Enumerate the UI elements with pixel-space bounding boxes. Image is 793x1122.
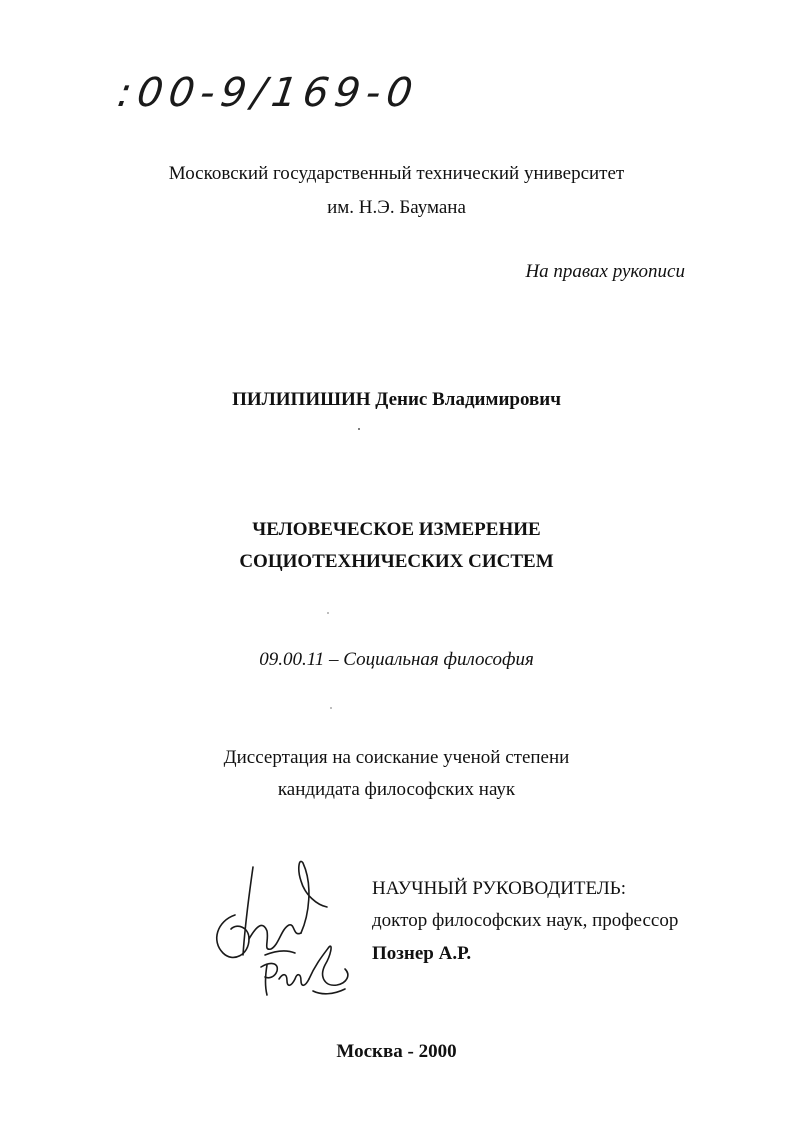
signature-stroke (266, 965, 268, 995)
author-surname: ПИЛИПИШИН (232, 389, 371, 410)
supervisor-name: Познер А.Р. (372, 943, 472, 964)
author-name (0, 389, 793, 411)
thesis-title-line-1: ЧЕЛОВЕЧЕСКОЕ ИЗМЕРЕНИЕ (252, 519, 541, 540)
thesis-title-line-2: СОЦИОТЕХНИЧЕСКИХ СИСТЕМ (239, 551, 554, 572)
scan-speck (327, 612, 329, 614)
specialty-code: 09.00.11 – Социальная философия (259, 649, 534, 670)
signature-stroke (309, 946, 348, 985)
author-given-names: Денис Владимирович (375, 389, 561, 410)
scan-speck (358, 428, 360, 430)
signature-stroke (299, 861, 327, 933)
supervisor-degree: доктор философских наук, профессор (372, 910, 679, 931)
handwritten-signatures (205, 855, 365, 1005)
signature-stroke (265, 951, 295, 955)
archive-stamp-code: :00-9/169-0 (114, 70, 422, 116)
signature-stroke (279, 975, 309, 986)
scan-speck (330, 707, 332, 709)
signature-stroke (243, 867, 253, 955)
university-dedication: им. Н.Э. Баумана (327, 197, 466, 218)
manuscript-rights-note: На правах рукописи (525, 261, 685, 282)
degree-statement-line-1: Диссертация на соискание ученой степени (223, 747, 570, 768)
degree-statement-line-2: кандидата философских наук (277, 779, 516, 800)
signature-stroke (313, 989, 345, 994)
signature-stroke (261, 964, 277, 978)
city-year: Москва - 2000 (336, 1041, 457, 1062)
supervisor-heading: НАУЧНЫЙ РУКОВОДИТЕЛЬ: (372, 878, 626, 899)
university-name: Московский государственный технический университет (168, 163, 625, 184)
signature-stroke (249, 925, 301, 949)
